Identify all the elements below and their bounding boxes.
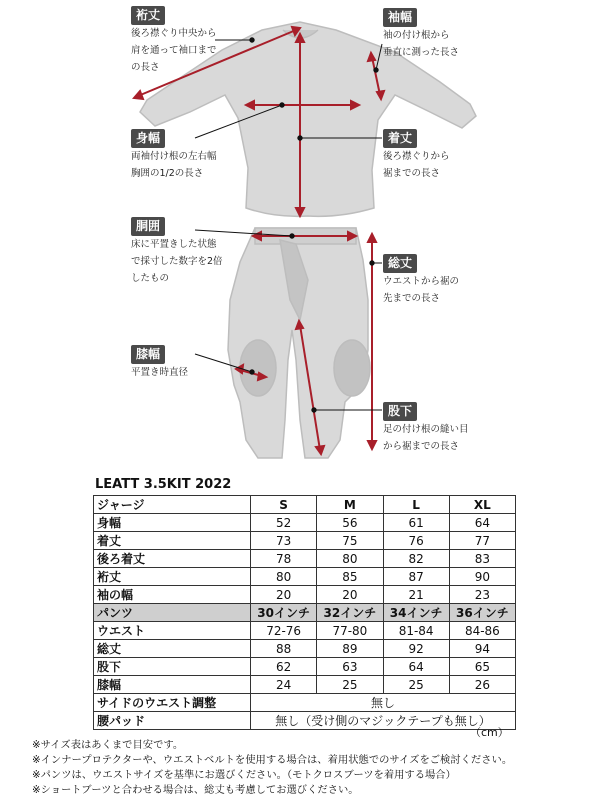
table-cell: 25	[383, 676, 449, 694]
table-cell: 87	[383, 568, 449, 586]
tag-katayuki: 裄丈	[131, 6, 165, 25]
desc-katayuki-3: の長さ	[131, 62, 160, 73]
label-katayuki	[131, 6, 217, 76]
header-cell: S	[251, 496, 317, 514]
tag-hizahaba: 膝幅	[131, 345, 165, 364]
desc-katayuki-1: 後ろ襟ぐり中央から	[131, 28, 217, 39]
notes	[32, 738, 512, 798]
table-cell: 23	[449, 586, 515, 604]
table-cell: 56	[317, 514, 383, 532]
table-cell: 65	[449, 658, 515, 676]
header-cell: パンツ	[94, 604, 251, 622]
table-cell: 94	[449, 640, 515, 658]
label-dou	[131, 217, 223, 287]
table-row	[94, 532, 516, 550]
row-label: 後ろ着丈	[94, 550, 251, 568]
table-cell: 24	[251, 676, 317, 694]
note-2: ※インナープロテクターや、ウエストベルトを使用する場合は、着用状態でのサイズをご検討ください。	[32, 754, 513, 766]
table-cell: 77-80	[317, 622, 383, 640]
row-label: 着丈	[94, 532, 251, 550]
table-cell: 83	[449, 550, 515, 568]
table-row	[94, 676, 516, 694]
pants-illustration	[228, 228, 370, 458]
header-cell: ジャージ	[94, 496, 251, 514]
table-cell: 25	[317, 676, 383, 694]
table-cell: 85	[317, 568, 383, 586]
desc-katayuki-2: 肩を通って袖口まで	[131, 45, 217, 56]
row-label: 身幅	[94, 514, 251, 532]
desc-hizahaba-1: 平置き時直径	[131, 367, 189, 378]
table-cell: 81-84	[383, 622, 449, 640]
table-cell: 84-86	[449, 622, 515, 640]
header-cell: L	[383, 496, 449, 514]
label-soutake	[383, 254, 459, 307]
table-cell: 77	[449, 532, 515, 550]
desc-sodehaba-2: 垂直に測った長さ	[383, 47, 460, 58]
desc-soutake-1: ウエストから裾の	[383, 276, 460, 287]
row-label: 袖の幅	[94, 586, 251, 604]
tag-mata: 股下	[383, 402, 417, 421]
header-cell: XL	[449, 496, 515, 514]
desc-sodehaba-1: 袖の付け根から	[383, 30, 450, 41]
note-4: ※ショートブーツと合わせる場合は、総丈も考慮してお選びください。	[32, 784, 359, 796]
table-cell: 82	[383, 550, 449, 568]
desc-mihaba-1: 両袖付け根の左右幅	[131, 151, 217, 162]
table-cell: 78	[251, 550, 317, 568]
table-cell: 62	[251, 658, 317, 676]
table-row	[94, 658, 516, 676]
table-cell: 無し（受け側のマジックテープも無し）	[251, 712, 516, 730]
note-3: ※パンツは、ウエストサイズを基準にお選びください。（モトクロスブーツを着用する場合）	[32, 769, 456, 781]
table-cell: 88	[251, 640, 317, 658]
table-cell: 73	[251, 532, 317, 550]
desc-dou-2: で採寸した数字を2倍	[131, 256, 223, 267]
table-cell: 無し	[251, 694, 516, 712]
row-label: 裄丈	[94, 568, 251, 586]
desc-kitake-1: 後ろ襟ぐりから	[383, 151, 450, 162]
table-cell: 92	[383, 640, 449, 658]
table-cell: 63	[317, 658, 383, 676]
table-row	[94, 694, 516, 712]
table-cell: 64	[383, 658, 449, 676]
desc-mata-2: から裾までの長さ	[383, 441, 460, 452]
row-label: 総丈	[94, 640, 251, 658]
table-row	[94, 640, 516, 658]
label-mihaba	[131, 129, 217, 182]
header-cell: 36インチ	[449, 604, 515, 622]
header-cell: 34インチ	[383, 604, 449, 622]
row-label: 腰パッド	[94, 712, 251, 730]
table-cell: 80	[251, 568, 317, 586]
table-cell: 20	[317, 586, 383, 604]
pants-header-row	[94, 604, 516, 622]
table-cell: 75	[317, 532, 383, 550]
table-cell: 26	[449, 676, 515, 694]
table-title: LEATT 3.5KIT 2022	[95, 477, 232, 492]
table-cell: 61	[383, 514, 449, 532]
row-label: ウエスト	[94, 622, 251, 640]
desc-dou-1: 床に平置きした状態	[131, 239, 217, 250]
label-mata	[383, 402, 469, 455]
table-cell: 64	[449, 514, 515, 532]
table-cell: 90	[449, 568, 515, 586]
table-cell: 80	[317, 550, 383, 568]
desc-dou-3: したもの	[131, 273, 170, 284]
label-sodehaba	[383, 8, 459, 61]
note-1: ※サイズ表はあくまで目安です。	[32, 739, 184, 751]
desc-soutake-2: 先までの長さ	[383, 293, 441, 304]
row-label: サイドのウエスト調整	[94, 694, 251, 712]
label-hizahaba	[131, 345, 188, 381]
table-cell: 21	[383, 586, 449, 604]
desc-mihaba-2: 胸囲の1/2の長さ	[131, 168, 204, 179]
table-row	[94, 568, 516, 586]
row-label: 股下	[94, 658, 251, 676]
jersey-header-row	[94, 496, 516, 514]
table-cell: 89	[317, 640, 383, 658]
unit-label: （cm）	[470, 726, 509, 739]
tag-sodehaba: 袖幅	[383, 8, 417, 27]
desc-kitake-2: 裾までの長さ	[383, 168, 441, 179]
header-cell: M	[317, 496, 383, 514]
table-cell: 76	[383, 532, 449, 550]
table-row	[94, 586, 516, 604]
table-cell: 72-76	[251, 622, 317, 640]
header-cell: 30インチ	[251, 604, 317, 622]
table-row	[94, 622, 516, 640]
tag-mihaba: 身幅	[131, 129, 165, 148]
table-row	[94, 712, 516, 730]
tag-kitake: 着丈	[383, 129, 417, 148]
table-row	[94, 514, 516, 532]
table-cell: 20	[251, 586, 317, 604]
row-label: 膝幅	[94, 676, 251, 694]
header-cell: 32インチ	[317, 604, 383, 622]
size-table	[93, 495, 516, 730]
table-cell: 52	[251, 514, 317, 532]
tag-dou: 胴囲	[131, 217, 165, 236]
label-kitake	[383, 129, 450, 182]
desc-mata-1: 足の付け根の縫い目	[383, 424, 469, 435]
tag-soutake: 総丈	[383, 254, 417, 273]
table-row	[94, 550, 516, 568]
